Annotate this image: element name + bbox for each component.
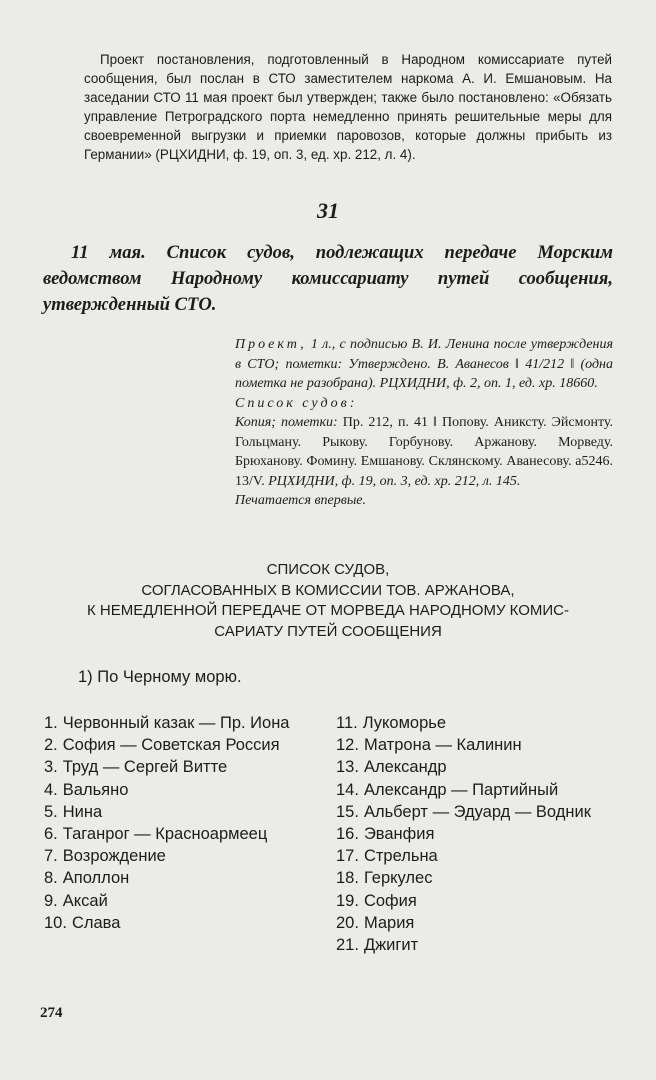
list-item: [336, 912, 616, 934]
document-number: 31: [317, 198, 339, 223]
ship-name: Слава: [71, 913, 121, 932]
ship-name: Аксай: [62, 891, 108, 910]
list-item: [336, 934, 616, 956]
list-item: [44, 712, 322, 734]
list-title-line: САРИАТУ ПУТЕЙ СООБЩЕНИЯ: [214, 622, 442, 640]
list-title-line: СОГЛАСОВАННЫХ В КОМИССИИ ТОВ. АРЖАНОВА,: [141, 581, 515, 599]
item-number: 6.: [44, 825, 58, 844]
document-heading: 11 мая. Список судов, подлежащих передаче Морским ведомством Народному комиссариату путей сообщения, утвержденный СТО.: [43, 242, 613, 315]
ship-name: Нина: [62, 802, 103, 821]
item-number: 12.: [336, 736, 359, 755]
ship-name: Возрождение: [62, 847, 166, 866]
section-label: 1) По Черному морю.: [78, 668, 242, 686]
item-number: 17.: [336, 847, 359, 866]
item-number: 2.: [44, 736, 58, 755]
list-item: [336, 823, 616, 845]
list-item: [44, 779, 322, 801]
ship-name: Червонный казак — Пр. Иона: [62, 714, 290, 732]
archival-note: [235, 335, 613, 511]
ship-name: Альберт — Эдуард — Водник: [363, 802, 591, 821]
list-item: [44, 801, 322, 823]
item-number: 10.: [44, 913, 67, 932]
list-item: [336, 890, 616, 912]
draft-marks-note: (одна пометка не разобрана).: [235, 356, 613, 391]
list-item: [44, 845, 322, 867]
item-number: 4.: [44, 780, 58, 799]
list-item: [336, 845, 616, 867]
list-item: [336, 867, 616, 889]
list-title-line: К НЕМЕДЛЕННОЙ ПЕРЕДАЧЕ ОТ МОРВЕДА НАРОДНОМУ КОМИС-: [86, 602, 570, 619]
list-label: Список судов:: [235, 395, 358, 411]
ship-name: Мария: [363, 913, 415, 932]
item-number: 3.: [44, 758, 58, 777]
archival-copy: [235, 413, 613, 491]
ship-list-left: [44, 712, 322, 934]
ship-name: Геркулес: [363, 869, 433, 888]
ship-name: София: [363, 891, 417, 910]
item-number: 5.: [44, 802, 58, 821]
list-label-line: [235, 394, 613, 414]
list-item: [336, 779, 616, 801]
item-number: 20.: [336, 913, 359, 932]
item-number: 19.: [336, 891, 359, 910]
list-item: [336, 756, 616, 778]
ship-name: Вальяно: [62, 780, 129, 799]
list-title-line: СПИСОК СУДОВ,: [266, 561, 390, 578]
draft-marks: пометки: Утверждено. В. Аванесов ‖ 41/212 ‖: [279, 356, 581, 372]
list-item: [336, 801, 616, 823]
item-number: 21.: [336, 936, 359, 955]
copy-marks: Пр. 212, п. 41 ‖ Попову. Аниксту. Эйсмонту. Гольцману. Рыкову. Горбунову. Аржанову. Морведу. Брюханову. Фомину. Емшанову. Склянскому. Аванесову. а5246. 13/V.: [235, 415, 614, 489]
item-number: 11.: [336, 714, 358, 732]
ship-name: Таганрог — Красноармеец: [62, 825, 268, 844]
item-number: 9.: [44, 891, 58, 910]
ship-name: Александр — Партийный: [363, 780, 559, 799]
intro-paragraph: [84, 50, 612, 164]
ship-name: Стрельна: [363, 847, 438, 866]
item-number: 13.: [336, 758, 359, 777]
item-number: 1.: [44, 714, 58, 732]
list-item: [336, 734, 616, 756]
list-title: [40, 560, 616, 642]
draft-archive: РЦХИДНИ, ф. 2, оп. 1, ед. хр. 18660.: [376, 376, 598, 391]
first-published: Печатается впервые.: [235, 493, 367, 508]
intro-text: Проект постановления, подготовленный в Народном комиссариате путей сообщения, был послан в СТО заместителем наркома А. И. Емшановым. На заседании СТО 11 мая проект был утвержден; также было постановлено: «Обязать управление Петроградского порта немедленно принять решительные меры для своевременной выгрузки и приемки паровозов, которые должны прибыть из Германии» (РЦХИДНИ, ф. 19, оп. 3, ед. хр. 212, л. 4).: [84, 52, 612, 162]
list-item: [336, 712, 616, 734]
list-item: [44, 823, 322, 845]
ship-name: Труд — Сергей Витте: [62, 758, 228, 777]
ship-list-right: [336, 712, 616, 956]
copy-text: Копия; пометки:: [235, 415, 338, 430]
item-number: 7.: [44, 847, 58, 866]
item-number: 14.: [336, 780, 359, 799]
ship-name: Лукоморье: [362, 714, 447, 732]
list-item: [44, 890, 322, 912]
draft-text: 1 л., с подписью В. И. Ленина после утверждения в СТО;: [235, 337, 613, 372]
ship-name: Матрона — Калинин: [363, 736, 522, 755]
item-number: 8.: [44, 869, 58, 888]
list-item: [44, 912, 322, 934]
item-number: 16.: [336, 825, 359, 844]
list-item: [44, 734, 322, 756]
draft-label: Проект,: [235, 337, 307, 352]
list-item: [44, 756, 322, 778]
ship-name: Аполлон: [62, 869, 130, 888]
page-number: 274: [40, 1005, 63, 1021]
ship-name: Джигит: [363, 936, 419, 955]
item-number: 18.: [336, 869, 359, 888]
ship-name: София — Советская Россия: [62, 736, 280, 755]
copy-archive: РЦХИДНИ, ф. 19, оп. 3, ед. хр. 212, л. 145.: [268, 473, 521, 489]
archival-draft: [235, 335, 613, 394]
item-number: 15.: [336, 802, 359, 821]
ship-name: Эванфия: [363, 825, 435, 844]
ship-name: Александр: [363, 758, 447, 777]
list-item: [44, 867, 322, 889]
